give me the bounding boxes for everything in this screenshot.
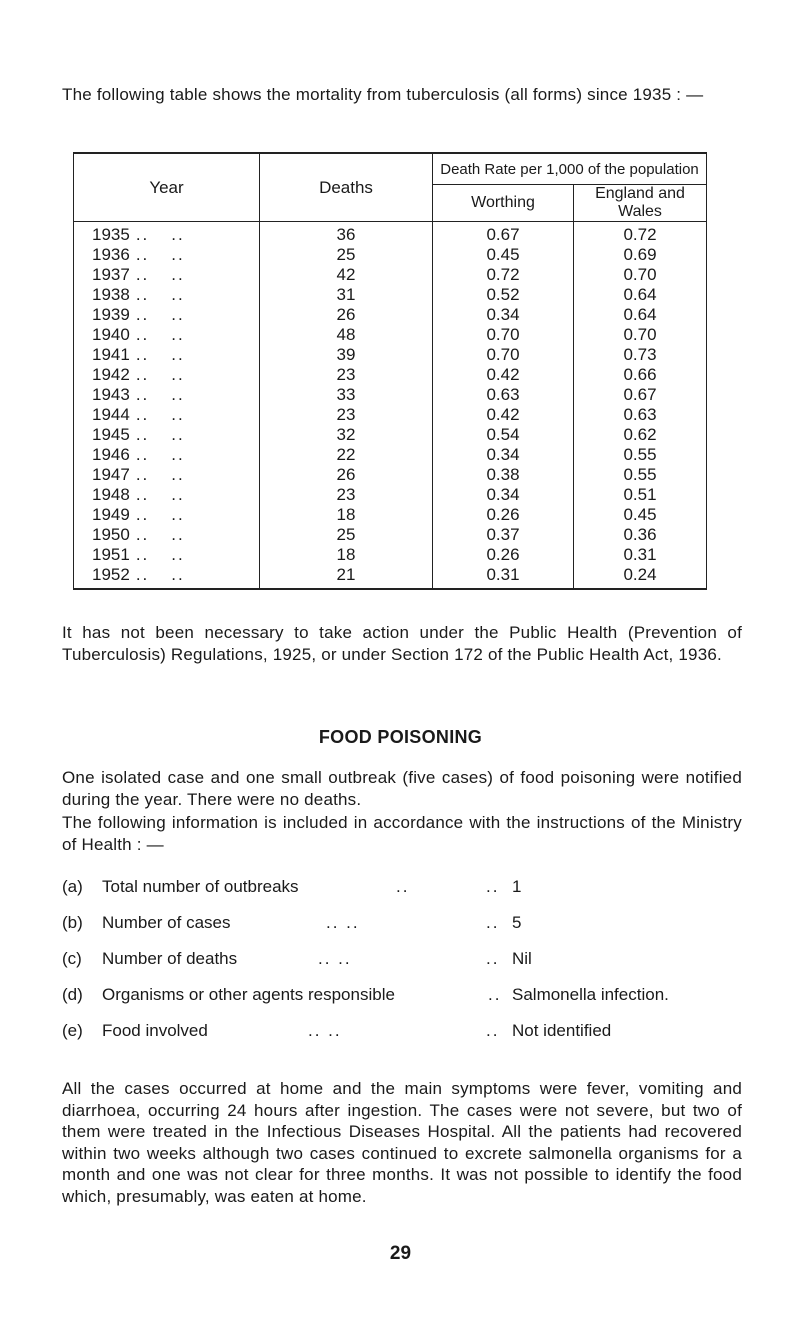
- deaths-cell: 48: [260, 325, 433, 345]
- deaths-cell: 23: [260, 485, 433, 505]
- table-row: [74, 265, 707, 285]
- year-cell: [74, 285, 260, 305]
- year-value: 1938: [92, 285, 130, 304]
- year-value: 1949: [92, 505, 130, 524]
- regulations-paragraph: It has not been necessary to take action under the Public Health (Prevention of Tuberculosis) Regulations, 1925, or under Section 172 of the Public Health Act, 1936.: [62, 623, 742, 664]
- table-row: [74, 385, 707, 405]
- leader-dots: ..: [171, 345, 185, 364]
- leader-dots: ..: [135, 565, 150, 584]
- leader-dots: ..: [135, 545, 150, 564]
- year-cell: [74, 505, 260, 525]
- info-item-value: 1: [512, 877, 522, 896]
- info-intro-paragraph: The following information is included in accordance with the instructions of the Ministry of Health : —: [62, 813, 742, 854]
- year-value: 1936: [92, 245, 130, 264]
- england-rate-cell: 0.31: [574, 545, 707, 565]
- leader-dots: ..: [171, 385, 185, 404]
- info-item-label: (c): [62, 949, 82, 968]
- col-england-header: England and Wales: [574, 185, 707, 222]
- england-rate-cell: 0.67: [574, 385, 707, 405]
- leader-dots: ..: [135, 265, 150, 284]
- leader-dots: ..: [396, 877, 410, 896]
- table-row: [74, 405, 707, 425]
- england-rate-cell: 0.63: [574, 405, 707, 425]
- info-item-label: (b): [62, 913, 83, 932]
- info-item-text: Number of deaths: [102, 949, 238, 968]
- leader-dots: ..: [135, 485, 150, 504]
- worthing-rate-cell: 0.70: [433, 325, 574, 345]
- deaths-cell: 25: [260, 245, 433, 265]
- england-rate-cell: 0.69: [574, 245, 707, 265]
- england-rate-cell: 0.45: [574, 505, 707, 525]
- leader-dots: .. ..: [308, 1021, 342, 1040]
- leader-dots: ..: [171, 245, 185, 264]
- year-cell: [74, 325, 260, 345]
- leader-dots: ..: [488, 985, 502, 1004]
- year-value: 1940: [92, 325, 130, 344]
- year-cell: [74, 265, 260, 285]
- year-value: 1939: [92, 305, 130, 324]
- info-item-text: Number of cases: [102, 913, 231, 932]
- england-rate-cell: 0.70: [574, 325, 707, 345]
- leader-dots: ..: [171, 505, 185, 524]
- england-rate-cell: 0.72: [574, 222, 707, 246]
- leader-dots: ..: [486, 949, 500, 968]
- england-rate-cell: 0.36: [574, 525, 707, 545]
- england-rate-cell: 0.62: [574, 425, 707, 445]
- deaths-cell: 18: [260, 505, 433, 525]
- leader-dots: ..: [135, 405, 150, 424]
- year-cell: [74, 385, 260, 405]
- leader-dots: .. ..: [318, 949, 352, 968]
- leader-dots: ..: [135, 305, 150, 324]
- leader-dots: ..: [135, 465, 150, 484]
- england-rate-cell: 0.70: [574, 265, 707, 285]
- leader-dots: ..: [135, 225, 150, 244]
- leader-dots: ..: [135, 285, 150, 304]
- info-item-value: Not identified: [512, 1021, 612, 1040]
- table-row: [74, 505, 707, 525]
- leader-dots: ..: [171, 565, 185, 584]
- leader-dots: ..: [171, 465, 185, 484]
- year-cell: [74, 405, 260, 425]
- leader-dots: ..: [135, 505, 150, 524]
- year-value: 1948: [92, 485, 130, 504]
- leader-dots: ..: [135, 385, 150, 404]
- year-cell: [74, 565, 260, 589]
- year-cell: [74, 525, 260, 545]
- england-rate-cell: 0.66: [574, 365, 707, 385]
- year-value: 1950: [92, 525, 130, 544]
- info-item-value: Nil: [512, 949, 532, 968]
- leader-dots: ..: [486, 913, 500, 932]
- table-row: [74, 285, 707, 305]
- year-cell: [74, 305, 260, 325]
- worthing-rate-cell: 0.26: [433, 545, 574, 565]
- deaths-cell: 22: [260, 445, 433, 465]
- england-rate-cell: 0.73: [574, 345, 707, 365]
- deaths-cell: 31: [260, 285, 433, 305]
- info-item-label: (a): [62, 877, 83, 896]
- leader-dots: ..: [171, 225, 185, 244]
- leader-dots: ..: [171, 365, 185, 384]
- year-value: 1945: [92, 425, 130, 444]
- england-rate-cell: 0.24: [574, 565, 707, 589]
- year-value: 1943: [92, 385, 130, 404]
- info-item-text: Food involved: [102, 1021, 208, 1040]
- tuberculosis-mortality-table: [73, 152, 707, 590]
- leader-dots: ..: [171, 305, 185, 324]
- leader-dots: ..: [135, 425, 150, 444]
- leader-dots: ..: [135, 345, 150, 364]
- table-row: [74, 465, 707, 485]
- leader-dots: ..: [135, 525, 150, 544]
- worthing-rate-cell: 0.52: [433, 285, 574, 305]
- year-cell: [74, 465, 260, 485]
- year-cell: [74, 222, 260, 246]
- deaths-cell: 26: [260, 305, 433, 325]
- table-row: [74, 485, 707, 505]
- col-deaths-header: Deaths: [260, 153, 433, 222]
- table-row: [74, 365, 707, 385]
- col-worthing-header: Worthing: [433, 185, 574, 222]
- leader-dots: ..: [171, 325, 185, 344]
- worthing-rate-cell: 0.34: [433, 305, 574, 325]
- leader-dots: ..: [171, 405, 185, 424]
- deaths-cell: 23: [260, 405, 433, 425]
- col-year-header: Year: [74, 153, 260, 222]
- table-row: [74, 425, 707, 445]
- info-item-label: (e): [62, 1021, 83, 1040]
- deaths-cell: 39: [260, 345, 433, 365]
- year-value: 1947: [92, 465, 130, 484]
- cases-paragraph: One isolated case and one small outbreak (five cases) of food poisoning were notified during the year. There were no deaths.: [62, 768, 742, 809]
- leader-dots: ..: [171, 525, 185, 544]
- worthing-rate-cell: 0.45: [433, 245, 574, 265]
- england-rate-cell: 0.51: [574, 485, 707, 505]
- year-cell: [74, 425, 260, 445]
- worthing-rate-cell: 0.63: [433, 385, 574, 405]
- table-row: [74, 545, 707, 565]
- worthing-rate-cell: 0.70: [433, 345, 574, 365]
- leader-dots: ..: [171, 545, 185, 564]
- leader-dots: ..: [171, 425, 185, 444]
- year-value: 1946: [92, 445, 130, 464]
- worthing-rate-cell: 0.34: [433, 445, 574, 465]
- leader-dots: ..: [171, 265, 185, 284]
- deaths-cell: 33: [260, 385, 433, 405]
- table-body: [74, 222, 707, 590]
- leader-dots: ..: [135, 325, 150, 344]
- worthing-rate-cell: 0.67: [433, 222, 574, 246]
- england-rate-cell: 0.64: [574, 285, 707, 305]
- deaths-cell: 32: [260, 425, 433, 445]
- info-item-text: Total number of outbreaks: [102, 877, 299, 896]
- table-row: [74, 305, 707, 325]
- info-item-label: (d): [62, 985, 83, 1004]
- table-row: [74, 222, 707, 246]
- worthing-rate-cell: 0.42: [433, 405, 574, 425]
- worthing-rate-cell: 0.34: [433, 485, 574, 505]
- intro-text: The following table shows the mortality from tuberculosis (all forms) since 1935 : —: [62, 85, 704, 104]
- summary-paragraph: All the cases occurred at home and the main symptoms were fever, vomiting and diarrhoea, occurring 24 hours after ingestion. The cases were not severe, but two of them were treated in the Infectious Diseases Hospital. All the patients had recovered within two weeks although two cases continued to excrete salmonella organisms for a month and one was not clear for three months. It was not possible to identify the food which, presumably, was eaten at home.: [62, 1079, 742, 1206]
- deaths-cell: 23: [260, 365, 433, 385]
- leader-dots: ..: [171, 485, 185, 504]
- worthing-rate-cell: 0.26: [433, 505, 574, 525]
- table-row: [74, 245, 707, 265]
- worthing-rate-cell: 0.54: [433, 425, 574, 445]
- year-cell: [74, 445, 260, 465]
- england-rate-cell: 0.55: [574, 465, 707, 485]
- leader-dots: ..: [135, 245, 150, 264]
- deaths-cell: 25: [260, 525, 433, 545]
- leader-dots: .. ..: [326, 913, 360, 932]
- year-value: 1935: [92, 225, 130, 244]
- table-row: [74, 325, 707, 345]
- table-row: [74, 345, 707, 365]
- leader-dots: ..: [135, 445, 150, 464]
- table-row: [74, 525, 707, 545]
- worthing-rate-cell: 0.31: [433, 565, 574, 589]
- year-value: 1951: [92, 545, 130, 564]
- year-value: 1952: [92, 565, 130, 584]
- deaths-cell: 36: [260, 222, 433, 246]
- deaths-cell: 21: [260, 565, 433, 589]
- leader-dots: ..: [486, 1021, 500, 1040]
- info-item-text: Organisms or other agents responsible: [102, 985, 395, 1004]
- table-row: [74, 445, 707, 465]
- worthing-rate-cell: 0.37: [433, 525, 574, 545]
- info-item-value: 5: [512, 913, 522, 932]
- england-rate-cell: 0.64: [574, 305, 707, 325]
- leader-dots: ..: [171, 445, 185, 464]
- worthing-rate-cell: 0.72: [433, 265, 574, 285]
- england-rate-cell: 0.55: [574, 445, 707, 465]
- food-poisoning-heading: FOOD POISONING: [318, 727, 483, 747]
- table-row: [74, 565, 707, 589]
- worthing-rate-cell: 0.38: [433, 465, 574, 485]
- year-cell: [74, 545, 260, 565]
- leader-dots: ..: [171, 285, 185, 304]
- year-cell: [74, 345, 260, 365]
- year-cell: [74, 245, 260, 265]
- leader-dots: ..: [135, 365, 150, 384]
- page-number: 29: [389, 1243, 412, 1264]
- leader-dots: ..: [486, 877, 500, 896]
- col-rate-group-header: Death Rate per 1,000 of the population: [433, 153, 707, 185]
- deaths-cell: 26: [260, 465, 433, 485]
- year-value: 1937: [92, 265, 130, 284]
- deaths-cell: 18: [260, 545, 433, 565]
- deaths-cell: 42: [260, 265, 433, 285]
- year-value: 1941: [92, 345, 130, 364]
- worthing-rate-cell: 0.42: [433, 365, 574, 385]
- year-value: 1944: [92, 405, 130, 424]
- year-value: 1942: [92, 365, 130, 384]
- info-item-value: Salmonella infection.: [512, 985, 669, 1004]
- year-cell: [74, 485, 260, 505]
- year-cell: [74, 365, 260, 385]
